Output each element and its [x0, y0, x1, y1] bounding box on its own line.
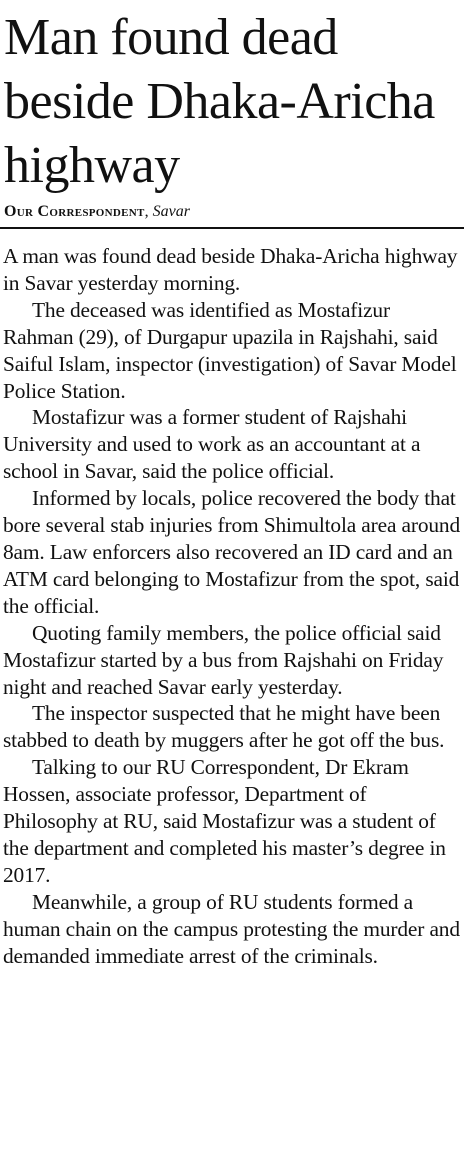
article-paragraph: Talking to our RU Correspondent, Dr Ekram Hossen, associate professor, Department of Philosophy at RU, said Mostafizur was a student of the department and completed his master’s degree in 2017.: [3, 755, 446, 887]
article-paragraph: Informed by locals, police recovered the body that bore several stab injuries from Shimultola area around 8am. Law enforcers also recovered an ID card and an ATM card belonging to Mostafizur from the spot, said the official.: [3, 486, 461, 618]
article-body: [0, 243, 464, 969]
byline: [4, 202, 464, 222]
byline-author: Our Correspondent: [4, 203, 145, 220]
byline-separator: ,: [144, 203, 153, 220]
article-paragraph: Mostafizur was a former student of Rajshahi University and used to work as an accountant at a school in Savar, said the police official.: [3, 405, 421, 484]
byline-location: Savar: [152, 203, 190, 220]
headline-divider: [0, 227, 464, 229]
article-paragraph: Meanwhile, a group of RU students formed a human chain on the campus protesting the murder and demanded immediate arrest of the criminals.: [3, 889, 460, 968]
headline: Man found dead beside Dhaka-Aricha highway: [4, 9, 435, 194]
article-paragraph: The deceased was identified as Mostafizur Rahman (29), of Durgapur upazila in Rajshahi, said Saiful Islam, inspector (investigation) of Savar Model Police Station.: [3, 297, 457, 403]
article-paragraph: A man was found dead beside Dhaka-Aricha highway in Savar yesterday morning.: [3, 244, 458, 295]
article-paragraph: Quoting family members, the police official said Mostafizur started by a bus from Rajshahi on Friday night and reached Savar early yesterday.: [3, 620, 444, 699]
article-paragraph: The inspector suspected that he might have been stabbed to death by muggers after he got off the bus.: [3, 701, 445, 753]
